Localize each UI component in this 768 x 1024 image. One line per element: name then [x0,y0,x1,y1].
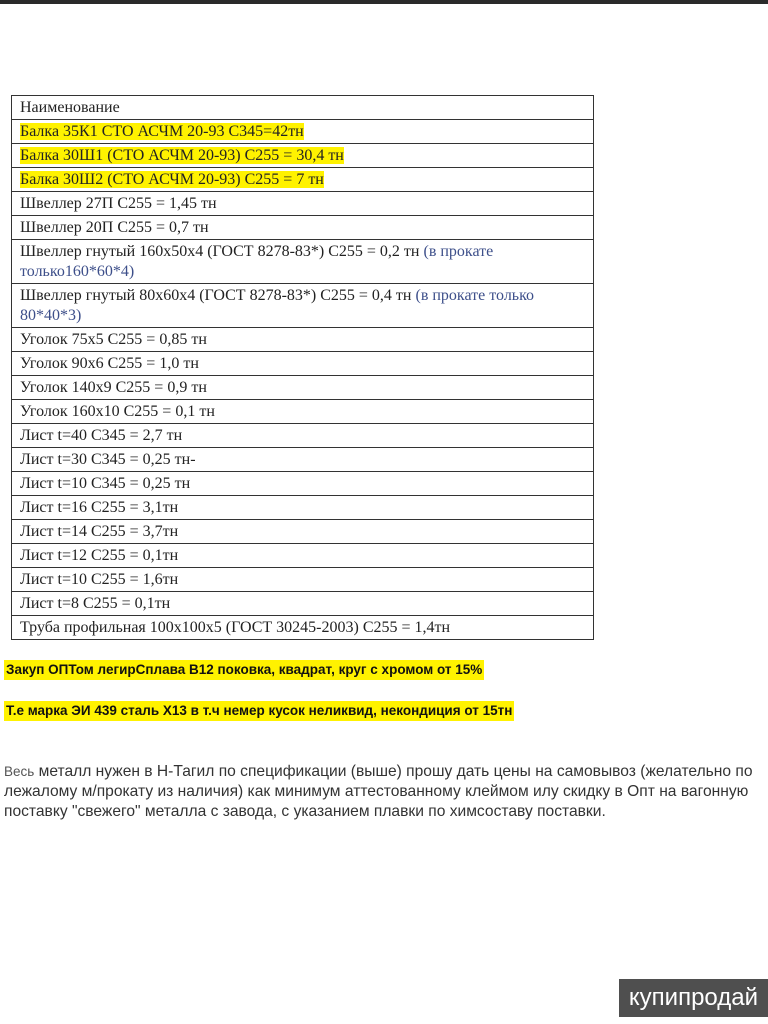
item-text: Лист t=16 С255 = 3,1тн [20,499,179,516]
table-header-row [12,96,594,120]
table-cell [12,240,594,284]
table-cell [12,284,594,328]
table-cell [12,568,594,592]
item-text: Лист t=10 С255 = 1,6тн [20,571,179,588]
item-note: (в прокате только 80*40*3) [20,287,535,324]
table-cell [12,216,594,240]
table-row [12,144,594,168]
item-text: Швеллер гнутый 160х50х4 (ГОСТ 8278-83*) С255 = 0,2 тн [20,243,424,260]
item-text: Уголок 140х9 С255 = 0,9 тн [20,379,207,396]
table-cell [12,544,594,568]
table-cell [12,192,594,216]
specification-table [11,95,594,640]
table-cell [12,400,594,424]
item-text: Швеллер 27П С255 = 1,45 тн [20,195,217,212]
item-text: Лист t=10 С345 = 0,25 тн [20,475,191,492]
top-bar [0,0,768,4]
table-row [12,520,594,544]
table-cell [12,168,594,192]
table-row [12,120,594,144]
table-cell [12,592,594,616]
item-text: Уголок 160х10 С255 = 0,1 тн [20,403,215,420]
table-row [12,400,594,424]
table-row [12,544,594,568]
request-paragraph [4,762,766,822]
table-cell [12,448,594,472]
item-text: Лист t=8 С255 = 0,1тн [20,595,171,612]
table-cell [12,520,594,544]
table-row [12,328,594,352]
item-text: Лист t=12 С255 = 0,1тн [20,547,179,564]
table-row [12,216,594,240]
table-row [12,376,594,400]
table-cell [12,472,594,496]
item-text: Лист t=14 С255 = 3,7тн [20,523,179,540]
table-row [12,496,594,520]
table-row [12,168,594,192]
table-cell [12,424,594,448]
table-cell [12,376,594,400]
table-cell [12,120,594,144]
item-text: Лист t=30 С345 = 0,25 тн- [20,451,196,468]
table-row [12,592,594,616]
item-text: Лист t=40 С345 = 2,7 тн [20,427,183,444]
table-row [12,472,594,496]
table-cell [12,352,594,376]
table-row [12,448,594,472]
table-row [12,192,594,216]
table-row [12,284,594,328]
table-cell [12,616,594,640]
item-text: Уголок 75х5 С255 = 0,85 тн [20,331,207,348]
promo-line-grade: Т.е марка ЭИ 439 сталь Х13 в т.ч немер кусок неликвид, некондиция от 15тн [4,701,514,721]
item-text: Швеллер гнутый 80х60х4 (ГОСТ 8278-83*) С255 = 0,4 тн [20,287,416,304]
item-note: (в прокате только160*60*4) [20,243,494,280]
table-cell [12,496,594,520]
paragraph-body: металл нужен в Н-Тагил по спецификации (выше) прошу дать цены на самовывоз (желательно по лежалому м/прокату из наличия) как минимум аттестованному клеймом илу скидку в Опт на вагонную поставку "свежего" металла с завода, с указанием плавки по химсоставу поставки. [4,763,753,820]
table-row [12,352,594,376]
item-text: Уголок 90х6 С255 = 1,0 тн [20,355,199,372]
promo-line-alloy: Закуп ОПТом легирСплава В12 поковка, квадрат, круг с хромом от 15% [4,660,484,680]
item-text: Труба профильная 100х100х5 (ГОСТ 30245-2003) С255 = 1,4тн [20,619,451,636]
table-row [12,424,594,448]
item-text: Балка 30Ш1 (СТО АСЧМ 20-93) С255 = 30,4 тн [20,147,344,164]
table-header-cell: Наименование [12,96,594,120]
table-cell [12,144,594,168]
item-text: Балка 30Ш2 (СТО АСЧМ 20-93) С255 = 7 тн [20,171,324,188]
table-row [12,240,594,284]
paragraph-lead: Весь [4,764,35,779]
table-row [12,616,594,640]
table-row [12,568,594,592]
item-text: Балка 35К1 СТО АСЧМ 20-93 С345=42тн [20,123,304,140]
item-text: Швеллер 20П С255 = 0,7 тн [20,219,209,236]
table-cell [12,328,594,352]
watermark-logo: купипродай [619,979,768,1017]
